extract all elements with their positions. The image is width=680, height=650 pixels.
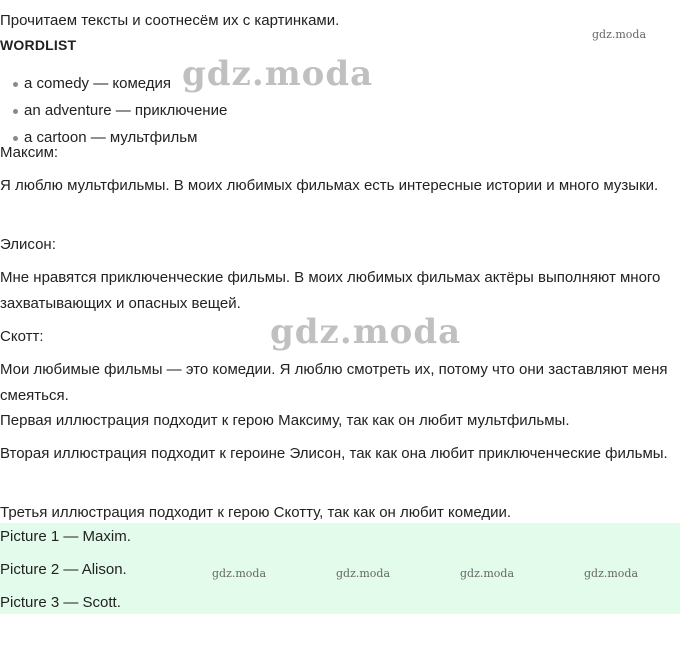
explanation-third: Третья иллюстрация подходит к герою Скотту, так как он любит комедии. [0,504,512,521]
explanation-first: Первая иллюстрация подходит к герою Максиму, так как он любит мультфильмы. [0,412,570,429]
answer-2: Picture 2 — Alison. [0,561,127,578]
watermark-large: gdz.moda [182,54,374,94]
list-item [0,97,400,124]
text-alison: Мне нравятся приключенческие фильмы. В моих любимых фильмах актёры выполняют много захватывающих и опасных вещей. [0,269,661,312]
intro-text: Прочитаем тексты и соотнесём их с картинками. [0,12,340,29]
watermark: gdz.moda [336,567,391,580]
explanation-second: Вторая иллюстрация подходит к героине Элисон, так как она любит приключенческие фильмы. [0,445,668,462]
list-item-label: a comedy — комедия [24,75,172,92]
speaker-alison: Элисон: [0,236,56,253]
bullet-icon [13,82,18,87]
answer-3: Picture 3 — Scott. [0,594,121,611]
watermark: gdz.moda [212,567,267,580]
watermark-large: gdz.moda [270,312,462,352]
watermark: gdz.moda [592,28,647,41]
watermark: gdz.moda [460,567,515,580]
list-item-label: a cartoon — мультфильм [24,129,198,146]
bullet-icon [13,109,18,114]
answers-block [0,523,680,614]
watermark: gdz.moda [584,567,639,580]
speaker-scott: Скотт: [0,328,44,345]
speaker-maxim: Максим: [0,144,59,161]
text-maxim: Я люблю мультфильмы. В моих любимых фильмах есть интересные истории и много музыки. [0,177,659,194]
wordlist-title: WORDLIST [0,37,77,53]
answer-1: Picture 1 — Maxim. [0,528,131,545]
text-scott: Мои любимые фильмы — это комедии. Я люблю смотреть их, потому что они заставляют меня смеяться. [0,361,668,404]
list-item-label: an adventure — приключение [24,102,228,119]
